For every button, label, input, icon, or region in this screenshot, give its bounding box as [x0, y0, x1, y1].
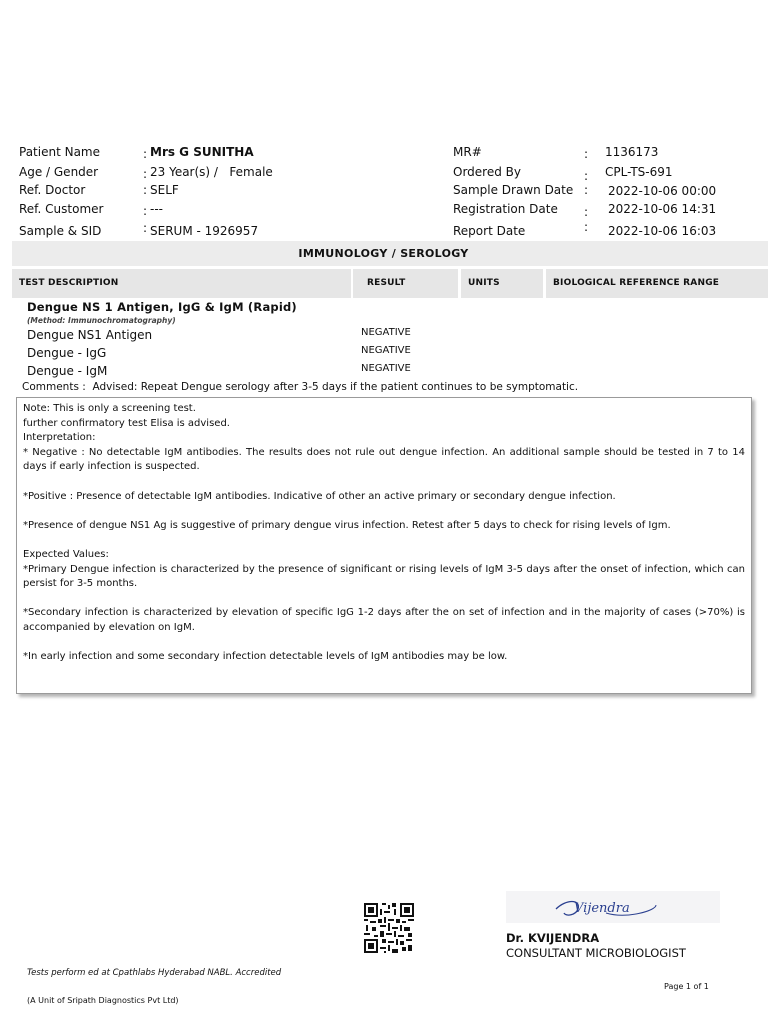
- note-expected-heading: Expected Values:: [23, 548, 109, 560]
- row-igm-label: Dengue - IgM: [27, 364, 108, 378]
- note-confirmatory: further confirmatory test Elisa is advised.: [23, 417, 230, 429]
- note-primary: *Primary Dengue infection is characterized by the presence of significant or rising levels of IgM 3-5 days after the onset of infection, which can persist for 3-5 months.: [23, 563, 745, 590]
- company-unit: (A Unit of Sripath Diagnostics Pvt Ltd): [27, 996, 179, 1005]
- patient-name-value: Mrs G SUNITHA: [150, 145, 254, 159]
- comments: Comments : Advised: Repeat Dengue serology after 3-5 days if the patient continues to be symptomatic.: [22, 381, 579, 393]
- doctor-title: CONSULTANT MICROBIOLOGIST: [506, 946, 686, 960]
- ref-customer-value: ---: [150, 202, 163, 216]
- row-igm-result: NEGATIVE: [361, 363, 411, 374]
- report-date-value: 2022-10-06 16:03: [608, 224, 717, 238]
- ref-doctor-value: SELF: [150, 183, 179, 197]
- mr-label: MR#: [453, 145, 482, 159]
- doctor-name: Dr. KVIJENDRA: [506, 931, 600, 945]
- ref-doctor-label: Ref. Doctor: [19, 183, 86, 197]
- page-number: Page 1 of 1: [664, 982, 709, 991]
- header-test-description: TEST DESCRIPTION: [12, 269, 351, 298]
- note-positive: *Positive : Presence of detectable IgM antibodies. Indicative of other an active primary or secondary dengue infection.: [23, 490, 616, 502]
- test-method: (Method: Immunochromatography): [27, 316, 176, 325]
- ref-customer-colon: :: [143, 204, 148, 218]
- note-ns1: *Presence of dengue NS1 Ag is suggestive of primary dengue virus infection. Retest after 5 days to check for rising levels of Igm.: [23, 519, 671, 531]
- row-igg-result: NEGATIVE: [361, 345, 411, 356]
- note-interpretation-heading: Interpretation:: [23, 432, 96, 444]
- registration-date-value: 2022-10-06 14:31: [608, 202, 717, 216]
- sample-sid-label: Sample & SID: [19, 224, 102, 238]
- row-igg-label: Dengue - IgG: [27, 346, 107, 360]
- report-date-colon: :: [584, 220, 589, 234]
- sample-drawn-label: Sample Drawn Date: [453, 183, 574, 197]
- row-ns1-label: Dengue NS1 Antigen: [27, 328, 153, 342]
- patient-name-label: Patient Name: [19, 145, 100, 159]
- section-title: IMMUNOLOGY / SEROLOGY: [298, 247, 469, 260]
- header-reference-range: BIOLOGICAL REFERENCE RANGE: [546, 269, 768, 298]
- sample-sid-colon: :: [143, 221, 148, 235]
- accreditation-text: Tests perform ed at Cpathlabs Hyderabad NABL. Accredited: [27, 968, 282, 978]
- age-gender-colon: :: [143, 167, 148, 181]
- note-secondary: *Secondary infection is characterized by elevation of specific IgG 1-2 days after the on set of infection and in the majority of cases (>70%) is accompanied by elevation on IgM.: [23, 607, 745, 633]
- age-gender-label: Age / Gender: [19, 165, 99, 179]
- header-units: UNITS: [461, 269, 543, 298]
- signature-image: [506, 891, 720, 923]
- age-gender-value: 23 Year(s) / Female: [150, 165, 273, 179]
- ordered-by-label: Ordered By: [453, 165, 521, 179]
- registration-date-label: Registration Date: [453, 202, 558, 216]
- mr-colon: :: [584, 147, 589, 161]
- test-name: Dengue NS 1 Antigen, IgG & IgM (Rapid): [27, 300, 297, 314]
- notes-box: [16, 397, 752, 694]
- note-screening: Note: This is only a screening test.: [23, 403, 196, 414]
- ordered-by-value: CPL-TS-691: [605, 165, 673, 179]
- sample-sid-value: SERUM - 1926957: [150, 224, 259, 238]
- sample-drawn-value: 2022-10-06 00:00: [608, 184, 717, 198]
- signature-script: Vijendra: [574, 901, 630, 916]
- report-date-label: Report Date: [453, 224, 526, 238]
- row-ns1-result: NEGATIVE: [361, 327, 411, 338]
- ref-doctor-colon: :: [143, 183, 148, 197]
- ref-customer-label: Ref. Customer: [19, 202, 104, 216]
- signature-strokes: [506, 891, 720, 923]
- patient-name-colon: :: [143, 147, 148, 161]
- registration-date-colon: :: [584, 205, 589, 219]
- mr-value: 1136173: [605, 145, 659, 159]
- qr-code-icon: [364, 903, 414, 953]
- note-early: *In early infection and some secondary infection detectable levels of IgM antibodies may be low.: [23, 651, 508, 663]
- sample-drawn-colon: :: [584, 183, 589, 197]
- ordered-by-colon: :: [584, 169, 589, 183]
- section-bar: [12, 241, 768, 266]
- note-negative: * Negative : No detectable IgM antibodies. The results does not rule out dengue infection. An additional sample should be tested in 7 to 14 days if early infection is suspected.: [23, 446, 745, 473]
- header-result: RESULT: [353, 269, 458, 298]
